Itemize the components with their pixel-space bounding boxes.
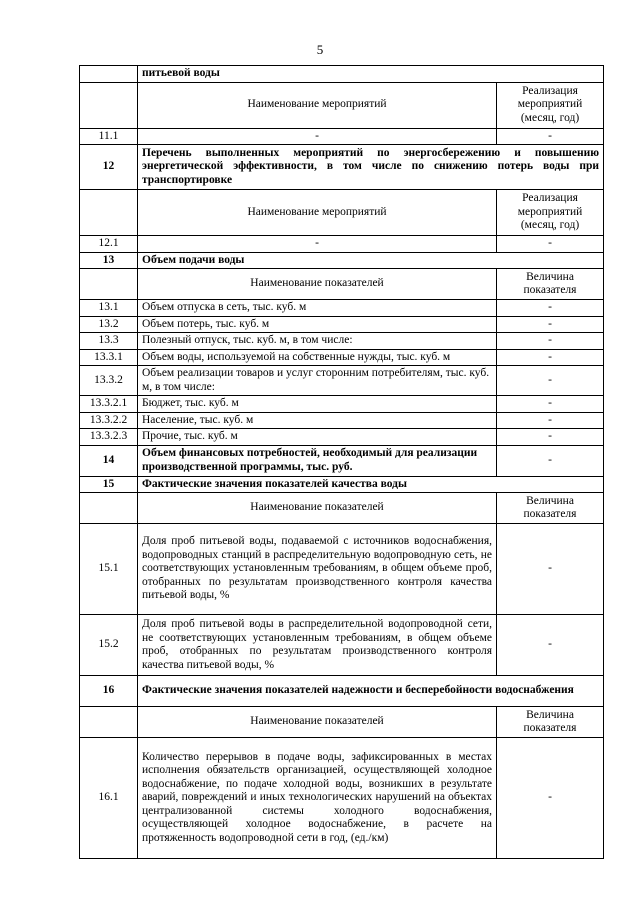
row-number: 13.3.2 [80,366,138,396]
row-number: 13.3.2.3 [80,429,138,446]
row-text: Объем реализации товаров и услуг сторонним потребителям, тыс. куб. м, в том числе: [138,366,497,396]
row-value: - [497,300,604,317]
table-row [80,396,604,413]
table-header-row [80,493,604,524]
section-number: 15 [80,476,138,493]
page-number: 5 [316,42,324,57]
table-header-row [80,269,604,300]
row-number [80,269,138,300]
section-title: Объем подачи воды [138,252,604,269]
table-row [80,366,604,396]
row-number [80,190,138,236]
indicators-header: Наименование показателей [138,493,497,524]
measures-header: Наименование мероприятий [138,82,497,128]
row-value: - [497,396,604,413]
table-row [80,300,604,317]
row-value: - [497,333,604,350]
value-header: Величина показателя [497,493,604,524]
section-row [80,145,604,190]
row-value: - [497,524,604,615]
row-number: 13.3.2.2 [80,412,138,429]
row-value: - [497,445,604,476]
row-text: Объем воды, используемой на собственные нужды, тыс. куб. м [138,349,497,366]
section-number: 16 [80,676,138,707]
section-title: Объем финансовых потребностей, необходимый для реализации производственной программы, тыс. руб. [138,445,497,476]
table-row [80,236,604,253]
table-header-row [80,82,604,128]
row-value: - [497,738,604,859]
section-number: 12 [80,145,138,190]
row-text: Прочие, тыс. куб. м [138,429,497,446]
row-number: 13.3.1 [80,349,138,366]
row-text: Объем отпуска в сеть, тыс. куб. м [138,300,497,317]
row-number: 16.1 [80,738,138,859]
indicators-header: Наименование показателей [138,707,497,738]
row-number: 15.2 [80,615,138,676]
row-number [80,66,138,83]
implementation-header: Реализация мероприятий (месяц, год) [497,82,604,128]
table-row [80,524,604,615]
value-header: Величина показателя [497,269,604,300]
section-title: Перечень выполненных мероприятий по энергосбережению и повышению энергетической эффективности, в том числе по снижению потерь воды при транспортировке [138,145,604,190]
table-row [80,333,604,350]
row-number [80,493,138,524]
row-number: 12.1 [80,236,138,253]
section-row [80,445,604,476]
table-row [80,429,604,446]
row-text: Объем потерь, тыс. куб. м [138,316,497,333]
measures-header: Наименование мероприятий [138,190,497,236]
table-row [80,349,604,366]
row-value: - [497,236,604,253]
row-number: 15.1 [80,524,138,615]
row-text: - [138,128,497,145]
indicators-header: Наименование показателей [138,269,497,300]
row-value: - [497,429,604,446]
row-number: 13.3 [80,333,138,350]
table-row [80,66,604,83]
row-value: - [497,316,604,333]
table-row [80,316,604,333]
row-text: - [138,236,497,253]
row-number: 13.2 [80,316,138,333]
row-text: Бюджет, тыс. куб. м [138,396,497,413]
value-header: Величина показателя [497,707,604,738]
row-title: питьевой воды [138,66,604,83]
row-number: 11.1 [80,128,138,145]
row-value: - [497,412,604,429]
row-value: - [497,128,604,145]
row-text: Количество перерывов в подаче воды, зафиксированных в местах исполнения обязательств организацией, осуществляющей холодное водоснабжение, по подаче холодной воды, возникших в результате аварий, повреждений и иных технологических нарушений на объектах централизованной системы холодного водоснабжения, осуществляющей холодное водоснабжение, в расчете на протяженность водопроводной сети в год, (ед./км) [138,738,497,859]
section-title: Фактические значения показателей качества воды [138,476,604,493]
row-text: Полезный отпуск, тыс. куб. м, в том числе: [138,333,497,350]
row-value: - [497,615,604,676]
row-number: 13.1 [80,300,138,317]
row-number [80,707,138,738]
table-row [80,412,604,429]
table-row [80,128,604,145]
row-number: 13.3.2.1 [80,396,138,413]
section-row [80,252,604,269]
row-value: - [497,366,604,396]
table-header-row [80,707,604,738]
section-title: Фактические значения показателей надежности и бесперебойности водоснабжения [138,676,604,707]
table-header-row [80,190,604,236]
row-text: Население, тыс. куб. м [138,412,497,429]
table-row [80,615,604,676]
section-number: 14 [80,445,138,476]
section-row [80,476,604,493]
implementation-header: Реализация мероприятий (месяц, год) [497,190,604,236]
row-value: - [497,349,604,366]
report-table [79,65,604,859]
row-text: Доля проб питьевой воды, подаваемой с источников водоснабжения, водопроводных станций в распределительную водопроводную сеть, не соответствующих установленным требованиям, в общем объеме проб, отобранных по результатам производственного контроля качества питьевой воды, % [138,524,497,615]
table-row [80,738,604,859]
row-text: Доля проб питьевой воды в распределительной водопроводной сети, не соответствующих установленным требованиям, в общем объеме проб, отобранных по результатам производственного контроля качества питьевой воды, % [138,615,497,676]
section-row [80,676,604,707]
section-number: 13 [80,252,138,269]
row-number [80,82,138,128]
